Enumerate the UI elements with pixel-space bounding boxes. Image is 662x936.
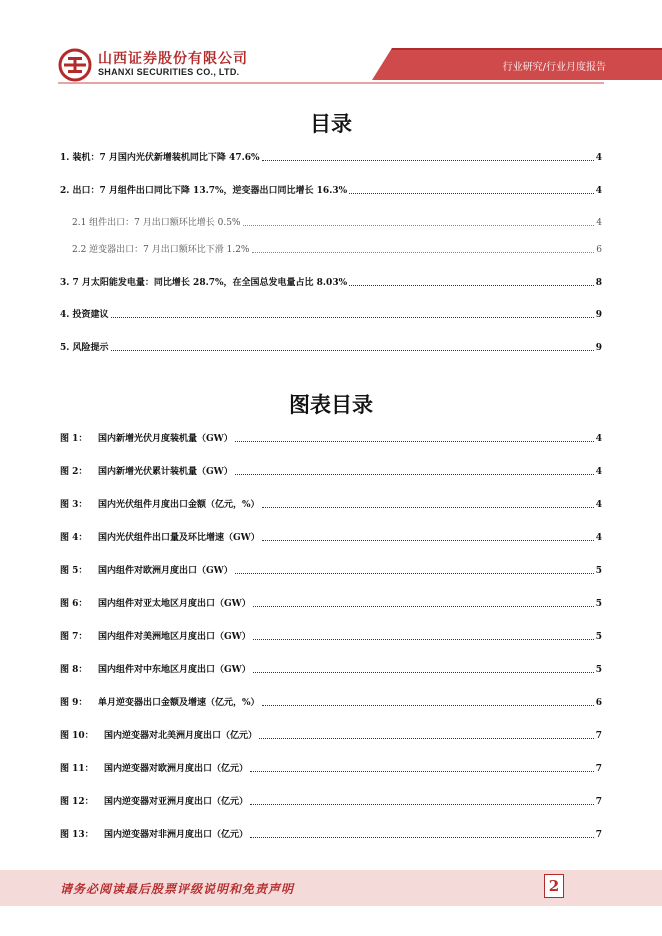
dot-leader (259, 738, 594, 739)
figure-item[interactable] (60, 530, 602, 544)
figure-item[interactable] (60, 794, 602, 808)
figures-title: 图表目录 (289, 392, 373, 417)
toc-item[interactable] (60, 150, 602, 164)
dot-leader (262, 540, 594, 541)
figure-item[interactable] (60, 464, 602, 478)
figure-label: 图 1： (60, 434, 88, 444)
dot-leader (250, 771, 594, 772)
dot-leader (111, 317, 594, 318)
company-logo-icon (58, 48, 92, 82)
figure-page: 5 (595, 566, 602, 576)
toc-item-text: 1. 装机：7 月国内光伏新增装机同比下降 47.6% (60, 153, 260, 163)
toc-subitem[interactable] (72, 242, 602, 256)
toc-item-text: 2.1 组件出口：7 月出口额环比增长 0.5% (72, 218, 241, 228)
figure-item[interactable] (60, 629, 602, 643)
report-type: 行业研究/行业月度报告 (502, 62, 606, 73)
figure-label: 图 8： (60, 665, 88, 675)
dot-leader (250, 804, 594, 805)
figure-label: 图 12： (60, 797, 94, 807)
toc-item-text: 3. 7 月太阳能发电量：同比增长 28.7%，在全国总发电量占比 8.03% (60, 278, 348, 288)
figure-text: 国内逆变器对非洲月度出口（亿元） (104, 830, 249, 840)
toc-item-page: 4 (595, 186, 602, 196)
company-name-cn: 山西证券股份有限公司 (98, 51, 248, 67)
figure-item[interactable] (60, 827, 602, 841)
figure-text: 单月逆变器出口金额及增速（亿元，%） (98, 698, 260, 708)
figure-text: 国内逆变器对亚洲月度出口（亿元） (104, 797, 249, 807)
figure-label: 图 2： (60, 467, 88, 477)
toc-item-text: 2.2 逆变器出口：7 月出口额环比下滑 1.2% (72, 245, 250, 255)
figure-label: 图 11： (60, 764, 94, 774)
dot-leader (253, 639, 594, 640)
figure-item[interactable] (60, 662, 602, 676)
toc-item-text: 4. 投资建议 (60, 310, 109, 320)
toc-item[interactable] (60, 183, 602, 197)
dot-leader (243, 225, 595, 226)
dot-leader (235, 441, 594, 442)
figure-page: 7 (595, 830, 602, 840)
dot-leader (111, 350, 594, 351)
figure-label: 图 9： (60, 698, 88, 708)
toc-item-page: 4 (595, 153, 602, 163)
figure-text: 国内光伏组件月度出口金额（亿元，%） (98, 500, 260, 510)
dot-leader (235, 474, 594, 475)
figure-page: 4 (595, 500, 602, 510)
figure-page: 4 (595, 467, 602, 477)
dot-leader (235, 573, 594, 574)
figure-item[interactable] (60, 563, 602, 577)
page-header (0, 0, 662, 95)
figure-page: 6 (595, 698, 602, 708)
figure-page: 7 (595, 731, 602, 741)
toc-item-text: 5. 风险提示 (60, 343, 109, 353)
toc-item-text: 2. 出口：7 月组件出口同比下降 13.7%，逆变器出口同比增长 16.3% (60, 186, 348, 196)
toc-item-page: 8 (595, 278, 602, 288)
figure-text: 国内组件对中东地区月度出口（GW） (98, 665, 251, 675)
figure-item[interactable] (60, 431, 602, 445)
figure-text: 国内组件对美洲地区月度出口（GW） (98, 632, 251, 642)
figure-label: 图 6： (60, 599, 88, 609)
dot-leader (262, 705, 594, 706)
figure-page: 7 (595, 764, 602, 774)
figure-text: 国内逆变器对欧洲月度出口（亿元） (104, 764, 249, 774)
figure-page: 7 (595, 797, 602, 807)
figure-page: 5 (595, 599, 602, 609)
toc-title: 目录 (310, 111, 352, 136)
figure-page: 4 (595, 434, 602, 444)
dot-leader (262, 160, 594, 161)
figure-text: 国内新增光伏累计装机量（GW） (98, 467, 233, 477)
toc-item[interactable] (60, 307, 602, 321)
figure-item[interactable] (60, 695, 602, 709)
toc-item[interactable] (60, 340, 602, 354)
figure-page: 5 (595, 665, 602, 675)
figure-label: 图 4： (60, 533, 88, 543)
toc-item-page: 9 (595, 310, 602, 320)
figure-label: 图 13： (60, 830, 94, 840)
toc-item-page: 4 (596, 218, 602, 228)
figure-item[interactable] (60, 596, 602, 610)
toc-item-page: 9 (595, 343, 602, 353)
figure-label: 图 3： (60, 500, 88, 510)
toc-item[interactable] (60, 275, 602, 289)
dot-leader (250, 837, 594, 838)
figure-page: 5 (595, 632, 602, 642)
figure-text: 国内逆变器对北美洲月度出口（亿元） (104, 731, 258, 741)
toc-subitem[interactable] (72, 215, 602, 229)
company-name-en: SHANXI SECURITIES CO., LTD. (98, 67, 240, 77)
page-number: 2 (544, 874, 564, 898)
figure-item[interactable] (60, 761, 602, 775)
dot-leader (262, 507, 594, 508)
figure-text: 国内新增光伏月度装机量（GW） (98, 434, 233, 444)
disclaimer-notice: 请务必阅读最后股票评级说明和免责声明 (60, 882, 295, 896)
dot-leader (252, 252, 595, 253)
figure-label: 图 10： (60, 731, 94, 741)
figure-page: 4 (595, 533, 602, 543)
toc-item-page: 6 (596, 245, 602, 255)
figure-text: 国内组件对亚太地区月度出口（GW） (98, 599, 251, 609)
figure-item[interactable] (60, 728, 602, 742)
dot-leader (349, 285, 594, 286)
figure-item[interactable] (60, 497, 602, 511)
figure-label: 图 5： (60, 566, 88, 576)
dot-leader (253, 672, 594, 673)
dot-leader (253, 606, 594, 607)
figure-label: 图 7： (60, 632, 88, 642)
figure-text: 国内光伏组件出口量及环比增速（GW） (98, 533, 260, 543)
dot-leader (349, 193, 594, 194)
figure-text: 国内组件对欧洲月度出口（GW） (98, 566, 233, 576)
